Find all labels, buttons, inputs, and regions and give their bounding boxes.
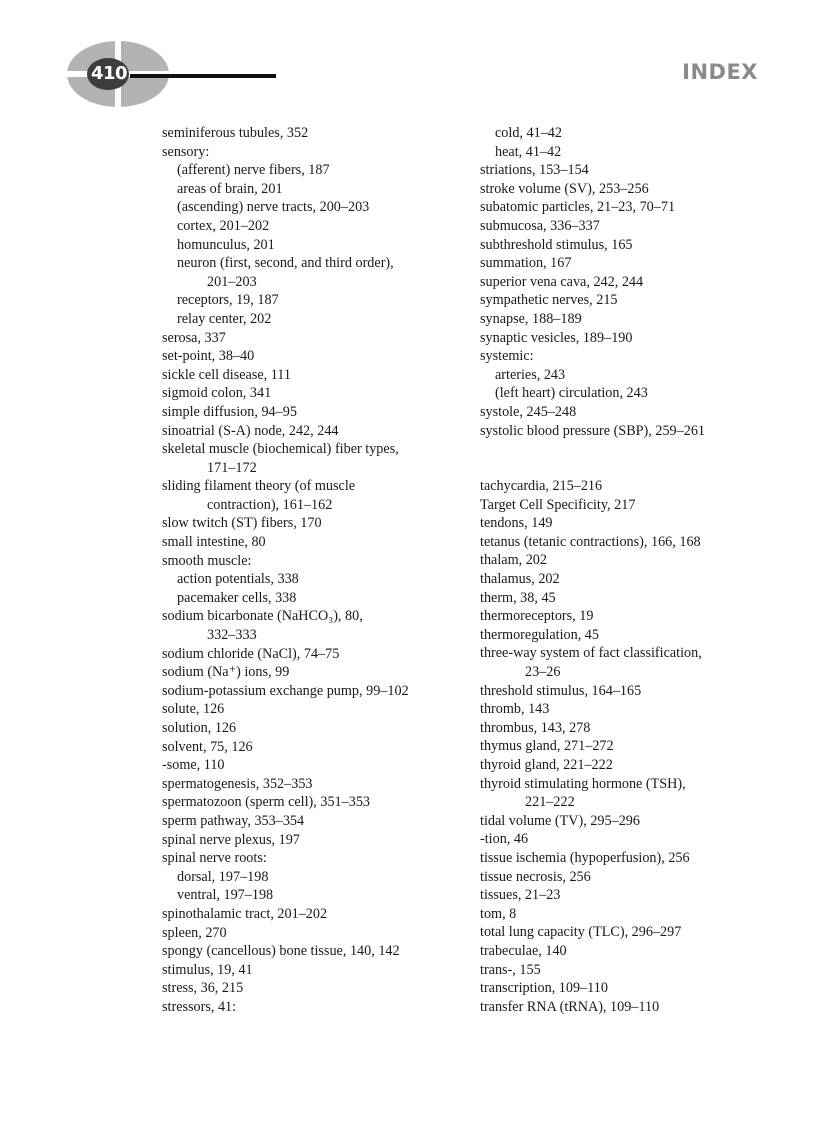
index-subentry: ventral, 197–198 <box>177 887 274 904</box>
index-entry: sigmoid colon, 341 <box>162 385 272 402</box>
index-entry-continuation: 221–222 <box>525 794 575 811</box>
index-entry: stressors, 41: <box>162 998 237 1015</box>
index-column-left <box>162 124 462 1017</box>
page-number: 410 <box>90 63 128 84</box>
index-entry: thyroid gland, 221–222 <box>480 757 613 773</box>
index-entry: thromb, 143 <box>480 701 550 718</box>
index-subentry: arteries, 243 <box>495 366 566 383</box>
index-subentry: neuron (first, second, and third order), <box>177 255 394 272</box>
index-entry: solvent, 75, 126 <box>162 738 253 755</box>
index-entry: skeletal muscle (biochemical) fiber types, <box>162 441 399 458</box>
index-subentry: (afferent) nerve fibers, 187 <box>177 162 330 179</box>
index-subentry: areas of brain, 201 <box>177 180 283 197</box>
index-subentry: homunculus, 201 <box>177 236 275 253</box>
index-entry: thalam, 202 <box>480 552 547 569</box>
index-subentry: heat, 41–42 <box>495 143 562 160</box>
index-entry: sensory: <box>162 143 210 160</box>
index-entry: subthreshold stimulus, 165 <box>480 236 633 253</box>
index-entry: spinal nerve roots: <box>162 850 267 867</box>
index-entry: -some, 110 <box>162 757 225 774</box>
index-entry: tendons, 149 <box>480 515 553 532</box>
index-entry-continuation: 332–333 <box>207 627 257 644</box>
index-entry: tetanus (tetanic contractions), 166, 168 <box>480 533 701 550</box>
index-entry: transcription, 109–110 <box>480 980 608 997</box>
index-entry: trabeculae, 140 <box>480 942 567 959</box>
index-entry: systemic: <box>480 348 534 365</box>
index-entry: simple diffusion, 94–95 <box>162 403 297 420</box>
index-entry: stimulus, 19, 41 <box>162 961 253 978</box>
index-entry: tissues, 21–23 <box>480 887 561 904</box>
index-entry: sodium chloride (NaCl), 74–75 <box>162 645 340 662</box>
header-rule <box>130 74 276 78</box>
index-entry: tom, 8 <box>480 905 517 922</box>
index-entry: sympathetic nerves, 215 <box>480 292 618 309</box>
index-entry: systolic blood pressure (SBP), 259–261 <box>480 422 706 439</box>
index-entry: threshold stimulus, 164–165 <box>480 682 642 699</box>
letter-group-gap <box>480 440 770 477</box>
index-entry: sickle cell disease, 111 <box>162 366 291 383</box>
index-entry: solution, 126 <box>162 720 237 736</box>
index-entry: thyroid stimulating hormone (TSH), <box>480 775 686 792</box>
index-entry: spermatozoon (sperm cell), 351–353 <box>162 794 371 811</box>
index-entry: transfer RNA (tRNA), 109–110 <box>480 998 660 1015</box>
index-entry: systole, 245–248 <box>480 403 577 420</box>
index-entry: Target Cell Specificity, 217 <box>480 496 636 513</box>
index-entry: tachycardia, 215–216 <box>480 478 603 495</box>
index-entry: slow twitch (ST) fibers, 170 <box>162 515 322 532</box>
index-entry: stroke volume (SV), 253–256 <box>480 180 649 197</box>
index-entry: sinoatrial (S-A) node, 242, 244 <box>162 422 339 439</box>
index-entry: small intestine, 80 <box>162 534 266 551</box>
index-entry: -tion, 46 <box>480 831 529 848</box>
index-entry: set-point, 38–40 <box>162 348 255 365</box>
index-entry: spleen, 270 <box>162 924 227 941</box>
index-entry: thermoregulation, 45 <box>480 626 599 643</box>
index-subentry: cortex, 201–202 <box>177 217 270 234</box>
index-entry-continuation: 171–172 <box>207 459 257 476</box>
index-entry: three-way system of fact classification, <box>480 645 702 662</box>
index-entry: tidal volume (TV), 295–296 <box>480 812 640 829</box>
index-entry: serosa, 337 <box>162 329 226 346</box>
index-entry: sodium (Na⁺) ions, 99 <box>162 664 290 681</box>
index-entry-continuation: 23–26 <box>525 664 561 681</box>
index-entry-continuation: contraction), 161–162 <box>207 496 333 513</box>
index-entry: summation, 167 <box>480 255 572 272</box>
index-subentry: (left heart) circulation, 243 <box>495 385 648 402</box>
index-entry: trans-, 155 <box>480 961 541 978</box>
index-entry: spongy (cancellous) bone tissue, 140, 142 <box>162 943 400 960</box>
index-entry: sliding filament theory (of muscle <box>162 478 356 495</box>
index-subentry: pacemaker cells, 338 <box>177 589 297 606</box>
index-subentry: relay center, 202 <box>177 310 272 327</box>
index-entry: sodium-potassium exchange pump, 99–102 <box>162 682 409 699</box>
index-entry: sperm pathway, 353–354 <box>162 812 305 829</box>
index-subentry: receptors, 19, 187 <box>177 292 279 309</box>
index-entry: seminiferous tubules, 352 <box>162 125 309 141</box>
index-entry: smooth muscle: <box>162 552 252 569</box>
index-subentry: dorsal, 197–198 <box>177 868 269 885</box>
index-entry: subatomic particles, 21–23, 70–71 <box>480 199 676 216</box>
index-entry: spinothalamic tract, 201–202 <box>162 905 328 922</box>
index-entry: thrombus, 143, 278 <box>480 719 591 736</box>
index-entry: tissue ischemia (hypoperfusion), 256 <box>480 849 690 866</box>
index-entry: stress, 36, 215 <box>162 980 244 997</box>
index-entry: submucosa, 336–337 <box>480 217 600 234</box>
index-entry: synaptic vesicles, 189–190 <box>480 329 633 346</box>
index-entry: tissue necrosis, 256 <box>480 868 591 885</box>
index-entry: solute, 126 <box>162 701 225 718</box>
index-entry: striations, 153–154 <box>480 162 589 179</box>
index-entry: superior vena cava, 242, 244 <box>480 273 644 290</box>
index-entry: thymus gland, 271–272 <box>480 738 614 755</box>
index-column-right <box>480 124 770 1016</box>
index-entry: synapse, 188–189 <box>480 310 582 327</box>
index-entry: therm, 38, 45 <box>480 589 556 606</box>
index-subentry: action potentials, 338 <box>177 571 299 588</box>
index-entry: thermoreceptors, 19 <box>480 608 594 625</box>
index-entry: total lung capacity (TLC), 296–297 <box>480 924 682 941</box>
index-entry: thalamus, 202 <box>480 571 560 588</box>
index-subentry: (ascending) nerve tracts, 200–203 <box>177 199 370 216</box>
page-header <box>0 0 816 120</box>
section-title: INDEX <box>682 60 758 84</box>
index-entry-continuation: 201–203 <box>207 273 257 290</box>
index-entry: sodium bicarbonate (NaHCO₃), 80, <box>162 608 363 625</box>
index-entry: spermatogenesis, 352–353 <box>162 775 313 792</box>
index-entry: spinal nerve plexus, 197 <box>162 831 300 848</box>
index-subentry: cold, 41–42 <box>495 125 562 141</box>
